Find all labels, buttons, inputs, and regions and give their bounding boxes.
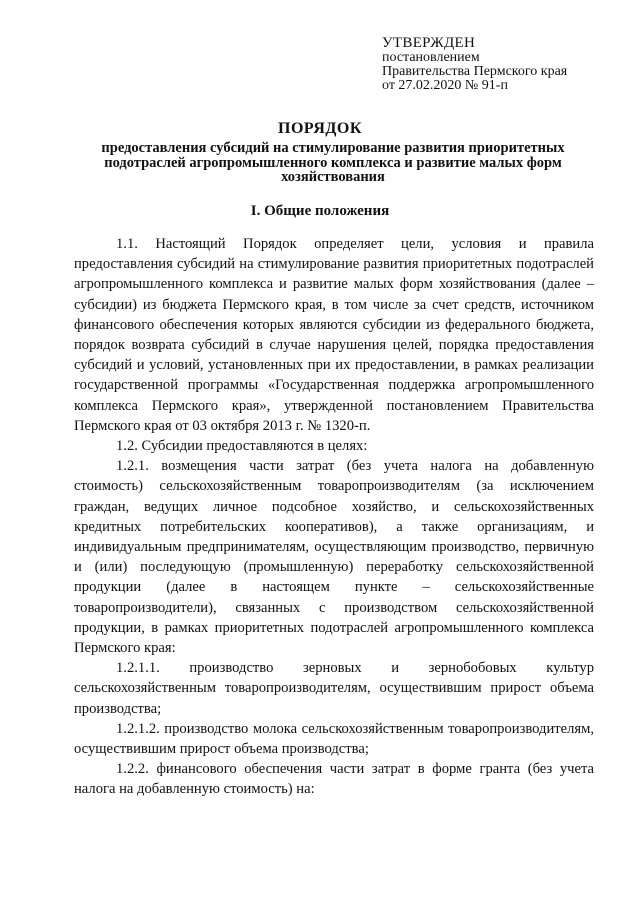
paragraph: 1.2.1.1. производство зерновых и зернобобовых культур сельскохозяйственным товаропроизводителям, осуществившим прирост объема производства;: [74, 660, 594, 717]
paragraph: 1.2.1. возмещения части затрат (без учета налога на добавленную стоимость) сельскохозяйственным товаропроизводителям (за исключением граждан, ведущих личное подсобное хозяйство, и сельскохозяйственных кредитных потребительских кооперативов), а также организациям, и индивидуальным предпринимателям, осуществляющим производство, первичную и (или) последующую (промышленную) переработку сельскохозяйственной продукции (далее в настоящем пункте – сельскохозяйственные товаропроизводители), связанных с производством сельскохозяйственной продукции, в рамках приоритетных подотраслей агропромышленного комплекса Пермского края:: [74, 458, 594, 657]
document-body: [74, 234, 594, 800]
approval-line: постановлением: [382, 50, 480, 65]
paragraph: 1.2. Субсидии предоставляются в целях:: [116, 438, 368, 455]
approval-stamp: [382, 36, 567, 93]
section-heading: I. Общие положения: [250, 203, 390, 219]
approval-date: от 27.02.2020 № 91-п: [382, 78, 508, 93]
approval-line: Правительства Пермского края: [382, 64, 568, 79]
paragraph: 1.1. Настоящий Порядок определяет цели, условия и правила предоставления субсидий на стимулирование развития приоритетных подотраслей агропромышленного комплекса и развитие малых форм хозяйствования (далее – субсидии) из бюджета Пермского края, в том числе за счет средств, источником финансового обеспечения которых являются субсидии из федерального бюджета, порядок возврата субсидий в случае нарушения целей, порядка предоставления субсидий и условий, установленных при их предоставлении, в рамках реализации государственной программы «Государственная поддержка агропромышленного комплекса Пермского края», утвержденной постановлением Правительства Пермского края от 03 октября 2013 г. № 1320-п.: [74, 236, 594, 434]
document-subtitle: предоставления субсидий на стимулирование развития приоритетных подотраслей агропромышленного комплекса и развитие малых форм хозяйствования: [101, 140, 565, 185]
approval-heading: УТВЕРЖДЕН: [382, 35, 476, 51]
paragraph: 1.2.2. финансового обеспечения части затрат в форме гранта (без учета налога на добавленную стоимость) на:: [74, 761, 594, 798]
document-title: ПОРЯДОК: [278, 120, 362, 137]
paragraph: 1.2.1.2. производство молока сельскохозяйственным товаропроизводителям, осуществившим прирост объема производства;: [74, 720, 594, 758]
